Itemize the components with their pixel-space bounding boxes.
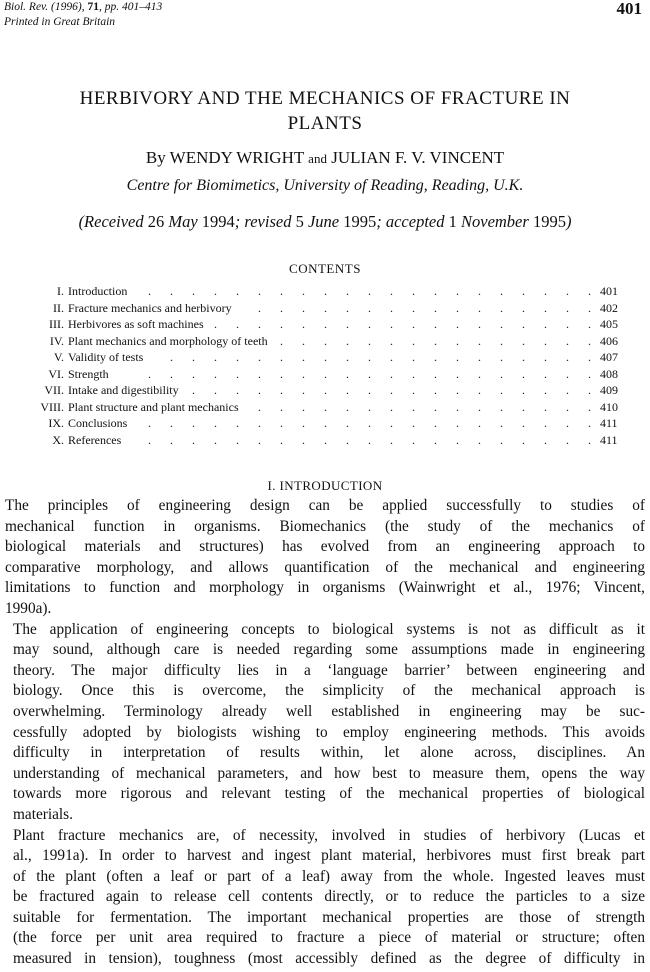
toc-item <box>0 366 650 383</box>
leader-dot: . <box>412 399 415 414</box>
leader-dot: . <box>456 284 459 298</box>
leader-dot: . <box>522 383 525 397</box>
leader-dot: . <box>456 317 459 331</box>
leader-dot: . <box>566 333 569 348</box>
leader-dot: . <box>346 399 349 414</box>
leader-dot: . <box>346 317 349 331</box>
toc-item-number: III. <box>49 317 64 331</box>
accepted-day: 1 <box>448 212 457 231</box>
leader-dot: . <box>588 366 591 381</box>
leader-dot: . <box>368 333 371 348</box>
toc-item-page: 409 <box>600 383 618 397</box>
leader-dot: . <box>522 317 525 331</box>
leader-dot: . <box>522 432 525 447</box>
leader-dot: . <box>236 383 239 397</box>
leader-dot: . <box>434 300 437 315</box>
printed-note: Printed in Great Britain <box>4 16 116 28</box>
leader-dot: . <box>456 366 459 381</box>
leader-dot: . <box>214 432 217 447</box>
leader-dot: . <box>324 284 327 298</box>
leader-dot: . <box>214 317 217 331</box>
leader-dot: . <box>544 300 547 315</box>
leader-dot: . <box>566 416 569 430</box>
leader-dot: . <box>324 383 327 397</box>
leader-dot: . <box>544 366 547 381</box>
text-line: comparative morphology, and allows quantification of the mechanical and engineering <box>5 558 645 576</box>
leader-dot: . <box>302 284 305 298</box>
text-line: 1990a). <box>5 599 52 617</box>
leader-dot: . <box>478 300 481 315</box>
leader-dot: . <box>258 350 261 364</box>
leader-dot: . <box>522 366 525 381</box>
leader-dot: . <box>346 432 349 447</box>
leader-dot: . <box>302 317 305 331</box>
leader-dot: . <box>236 317 239 331</box>
title-line-2: PLANTS <box>287 113 363 134</box>
leader-dot: . <box>456 383 459 397</box>
leader-dot: . <box>192 350 195 364</box>
toc-item-number: IX. <box>48 416 64 430</box>
leader-dot: . <box>324 333 327 348</box>
leader-dot: . <box>192 383 195 397</box>
leader-dot: . <box>544 383 547 397</box>
leader-dot: . <box>192 284 195 298</box>
toc-item <box>0 300 650 317</box>
leader-dot: . <box>544 333 547 348</box>
paragraph-3 <box>5 826 645 970</box>
toc-item-label: Herbivores as soft machines <box>68 317 204 331</box>
text-line: limitations to function and morphology in organisms (Wainwright et al., 1976; Vincent, <box>5 579 645 597</box>
text-line: Plant fracture mechanics are, of necessity, involved in studies of herbivory (Lucas et <box>13 826 645 844</box>
leader-dot: . <box>170 432 173 447</box>
toc-item <box>0 399 650 416</box>
toc-item-label: Intake and digestibility <box>68 383 179 397</box>
text-line: al., 1991a). In order to harvest and ingest plant material, herbivores must first break part <box>13 847 645 865</box>
leader-dot: . <box>390 383 393 397</box>
received-open: (Received <box>78 212 148 231</box>
leader-dot: . <box>522 284 525 298</box>
leader-dot: . <box>412 416 415 430</box>
toc-item <box>0 415 650 432</box>
leader-dot: . <box>280 317 283 331</box>
leader-dot: . <box>412 333 415 348</box>
leader-dot: . <box>588 416 591 430</box>
leader-dot: . <box>302 432 305 447</box>
leader-dot: . <box>566 366 569 381</box>
leader-dot: . <box>302 300 305 315</box>
leader-dot: . <box>478 350 481 364</box>
leader-dot: . <box>170 350 173 364</box>
journal-name: Biol. Rev. <box>4 1 49 13</box>
paragraph-1 <box>5 496 645 620</box>
received-year: 1994 <box>201 212 235 231</box>
text-line: mechanical function in organisms. Biomechanics (the study of the mechanics of <box>5 517 645 535</box>
leader-dot: . <box>148 432 151 447</box>
toc-item-page: 402 <box>600 300 618 315</box>
article-title <box>0 86 650 136</box>
leader-dot: . <box>522 350 525 364</box>
leader-dot: . <box>566 350 569 364</box>
leader-dot: . <box>390 399 393 414</box>
leader-dot: . <box>192 366 195 381</box>
leader-dot: . <box>434 383 437 397</box>
leader-dot: . <box>236 432 239 447</box>
leader-dot: . <box>280 333 283 348</box>
leader-dot: . <box>434 432 437 447</box>
leader-dot: . <box>368 317 371 331</box>
leader-dot: . <box>148 284 151 298</box>
leader-dot: . <box>324 350 327 364</box>
author-2: JULIAN F. V. VINCENT <box>331 148 505 167</box>
leader-dot: . <box>500 333 503 348</box>
leader-dot: . <box>302 366 305 381</box>
leader-dot: . <box>214 416 217 430</box>
leader-dot: . <box>544 284 547 298</box>
leader-dot: . <box>148 366 151 381</box>
leader-dot: . <box>412 317 415 331</box>
leader-dot: . <box>368 416 371 430</box>
leader-dot: . <box>390 300 393 315</box>
leader-dot: . <box>522 333 525 348</box>
leader-dot: . <box>522 416 525 430</box>
leader-dot: . <box>236 284 239 298</box>
leader-dot: . <box>280 416 283 430</box>
leader-dot: . <box>280 432 283 447</box>
text-line: be fractured again to release cell contents directly, or to reduce the particles to a size <box>13 888 645 906</box>
toc-item-label: Validity of tests <box>68 350 144 364</box>
leader-dot: . <box>588 300 591 315</box>
toc-item <box>0 382 650 399</box>
revised-month: June <box>303 212 344 231</box>
leader-dot: . <box>522 300 525 315</box>
leader-dot: . <box>412 366 415 381</box>
leader-dot: . <box>588 350 591 364</box>
toc-item-number: V. <box>53 350 64 364</box>
leader-dot: . <box>412 300 415 315</box>
leader-dot: . <box>500 383 503 397</box>
leader-dot: . <box>588 399 591 414</box>
leader-dot: . <box>478 317 481 331</box>
toc-item-number: II. <box>53 300 64 315</box>
affiliation: Centre for Biomimetics, University of Reading, Reading, U.K. <box>126 177 524 194</box>
toc-item-label: Fracture mechanics and herbivory <box>68 300 232 315</box>
leader-dot: . <box>390 432 393 447</box>
leader-dot: . <box>302 350 305 364</box>
leader-dot: . <box>566 317 569 331</box>
toc-item-number: VIII. <box>40 399 64 414</box>
leader-dot: . <box>346 284 349 298</box>
leader-dot: . <box>566 399 569 414</box>
text-line: (the force per unit area required to fracture a piece of material or structure; often <box>13 929 645 947</box>
leader-dot: . <box>500 284 503 298</box>
author-line <box>0 148 650 168</box>
text-line: may sound, although care is needed regarding some assumptions made in engineering <box>13 641 645 659</box>
leader-dot: . <box>478 432 481 447</box>
leader-dot: . <box>368 284 371 298</box>
leader-dot: . <box>500 399 503 414</box>
text-line: theory. The major difficulty lies in a ‘language barrier’ between engineering and <box>13 661 645 679</box>
leader-dot: . <box>214 366 217 381</box>
leader-dot: . <box>214 383 217 397</box>
toc-item-number: VII. <box>44 383 64 397</box>
leader-dot: . <box>346 366 349 381</box>
accepted-label: ; accepted <box>376 212 449 231</box>
toc-item-number: I. <box>57 284 64 298</box>
leader-dot: . <box>390 317 393 331</box>
text-line: biology. Once this is overcome, the simplicity of the mechanical approach is <box>13 682 645 700</box>
toc-item <box>0 316 650 333</box>
text-line: The application of engineering concepts to biological systems is not as difficult as it <box>13 620 645 638</box>
leader-dot: . <box>588 317 591 331</box>
leader-dot: . <box>500 300 503 315</box>
leader-dot: . <box>346 350 349 364</box>
leader-dot: . <box>346 383 349 397</box>
leader-dot: . <box>500 366 503 381</box>
received-close: ) <box>565 212 572 231</box>
leader-dot: . <box>258 416 261 430</box>
leader-dot: . <box>566 284 569 298</box>
leader-dot: . <box>368 399 371 414</box>
text-line: cessfully adopted by biologists wishing to employ engineering methods. This avoids <box>13 723 645 741</box>
leader-dot: . <box>192 416 195 430</box>
leader-dot: . <box>280 383 283 397</box>
leader-dot: . <box>434 333 437 348</box>
leader-dot: . <box>324 416 327 430</box>
leader-dot: . <box>258 284 261 298</box>
toc-item-label: Introduction <box>68 284 128 298</box>
toc-item-number: X. <box>52 432 64 447</box>
revised-label: ; revised <box>234 212 296 231</box>
toc-item <box>0 349 650 366</box>
leader-dot: . <box>500 416 503 430</box>
leader-dot: . <box>368 383 371 397</box>
journal-year: (1996), <box>51 1 85 13</box>
leader-dot: . <box>588 333 591 348</box>
leader-dot: . <box>500 432 503 447</box>
leader-dot: . <box>588 284 591 298</box>
leader-dot: . <box>478 416 481 430</box>
leader-dot: . <box>258 432 261 447</box>
leader-dot: . <box>148 416 151 430</box>
leader-dot: . <box>412 432 415 447</box>
leader-dot: . <box>324 399 327 414</box>
text-line: suitable for fermentation. The important mechanical properties are those of strength <box>13 908 645 926</box>
leader-dot: . <box>500 317 503 331</box>
contents-heading: CONTENTS <box>289 261 361 276</box>
leader-dot: . <box>324 432 327 447</box>
leader-dot: . <box>302 333 305 348</box>
leader-dot: . <box>456 333 459 348</box>
toc-item-page: 406 <box>600 333 618 348</box>
leader-dot: . <box>302 383 305 397</box>
leader-dot: . <box>390 366 393 381</box>
toc-item-page: 410 <box>600 399 618 414</box>
leader-dot: . <box>324 300 327 315</box>
leader-dot: . <box>456 432 459 447</box>
leader-dot: . <box>544 350 547 364</box>
leader-dot: . <box>456 416 459 430</box>
citation-line <box>4 0 162 15</box>
toc-item-label: Conclusions <box>68 416 128 430</box>
leader-dot: . <box>434 284 437 298</box>
leader-dot: . <box>170 416 173 430</box>
leader-dot: . <box>302 416 305 430</box>
toc-item-page: 411 <box>600 416 618 430</box>
paragraph-2 <box>5 620 645 826</box>
leader-dot: . <box>390 284 393 298</box>
leader-dot: . <box>258 366 261 381</box>
leader-dot: . <box>280 350 283 364</box>
leader-dot: . <box>280 300 283 315</box>
leader-dot: . <box>324 317 327 331</box>
toc-item-page: 407 <box>600 350 618 364</box>
leader-dot: . <box>390 416 393 430</box>
text-line: biological materials and structures) has evolved from an engineering approach to <box>5 538 645 556</box>
leader-dot: . <box>478 399 481 414</box>
leader-dot: . <box>478 366 481 381</box>
author-and: and <box>308 151 327 166</box>
journal-volume: 71 <box>87 1 99 13</box>
leader-dot: . <box>214 350 217 364</box>
leader-dot: . <box>456 399 459 414</box>
leader-dot: . <box>214 284 217 298</box>
leader-dot: . <box>324 366 327 381</box>
toc-item-page: 405 <box>600 317 618 331</box>
text-line: towards more rigorous and relevant testing of the mechanical properties of biological <box>13 785 645 803</box>
received-month: May <box>164 212 202 231</box>
leader-dot: . <box>544 432 547 447</box>
text-line: difficulty in interpretation of results within, let alone across, disciplines. An <box>13 744 645 762</box>
running-header <box>4 0 162 30</box>
leader-dot: . <box>236 350 239 364</box>
body-text <box>5 496 645 970</box>
accepted-month: November <box>456 212 533 231</box>
leader-dot: . <box>478 333 481 348</box>
author-by: By <box>145 148 166 167</box>
leader-dot: . <box>346 416 349 430</box>
leader-dot: . <box>258 317 261 331</box>
received-day: 26 <box>147 212 165 231</box>
leader-dot: . <box>588 432 591 447</box>
leader-dot: . <box>390 350 393 364</box>
leader-dot: . <box>390 333 393 348</box>
leader-dot: . <box>192 432 195 447</box>
leader-dot: . <box>456 350 459 364</box>
section-heading: I. INTRODUCTION <box>267 478 383 493</box>
leader-dot: . <box>258 300 261 315</box>
revised-year: 1995 <box>343 212 377 231</box>
leader-dot: . <box>236 416 239 430</box>
leader-dot: . <box>566 383 569 397</box>
toc-item-label: References <box>68 432 122 447</box>
leader-dot: . <box>478 383 481 397</box>
leader-dot: . <box>588 383 591 397</box>
leader-dot: . <box>566 300 569 315</box>
leader-dot: . <box>478 284 481 298</box>
leader-dot: . <box>258 399 261 414</box>
leader-dot: . <box>346 333 349 348</box>
leader-dot: . <box>368 366 371 381</box>
text-line: overwhelming. Terminology already well established in engineering may be suc- <box>13 702 645 720</box>
author-1: WENDY WRIGHT <box>169 148 304 167</box>
text-line: materials. <box>13 805 73 823</box>
toc-item <box>0 432 650 449</box>
leader-dot: . <box>280 284 283 298</box>
leader-dot: . <box>522 399 525 414</box>
leader-dot: . <box>368 432 371 447</box>
leader-dot: . <box>434 350 437 364</box>
text-line: of the plant (often a leaf or part of a leaf) away from the whole. Ingested leaves must <box>13 867 645 885</box>
leader-dot: . <box>434 317 437 331</box>
toc-item-number: IV. <box>49 333 64 348</box>
title-line-1: HERBIVORY AND THE MECHANICS OF FRACTURE IN <box>79 88 571 109</box>
leader-dot: . <box>412 284 415 298</box>
toc-item-page: 408 <box>600 366 618 381</box>
leader-dot: . <box>412 383 415 397</box>
leader-dot: . <box>368 350 371 364</box>
toc-item-page: 401 <box>600 284 618 298</box>
leader-dot: . <box>434 416 437 430</box>
toc-item-label: Plant mechanics and morphology of teeth <box>68 333 268 348</box>
leader-dot: . <box>544 317 547 331</box>
toc-item <box>0 283 650 300</box>
leader-dot: . <box>500 350 503 364</box>
leader-dot: . <box>280 366 283 381</box>
leader-dot: . <box>544 416 547 430</box>
leader-dot: . <box>236 366 239 381</box>
journal-pages: , pp. 401–413 <box>98 1 163 13</box>
received-dates <box>0 212 650 232</box>
toc-item-page: 411 <box>600 432 618 447</box>
toc-item-number: VI. <box>48 366 64 381</box>
text-line: The principles of engineering design can be applied successfully to studies of <box>5 497 645 514</box>
leader-dot: . <box>170 284 173 298</box>
text-line: measured in tension), toughness (most accessibly defined as the degree of difficulty in <box>13 950 645 968</box>
leader-dot: . <box>280 399 283 414</box>
text-line: understanding of mechanical parameters, and how best to measure them, opens the way <box>13 764 645 782</box>
leader-dot: . <box>544 399 547 414</box>
leader-dot: . <box>434 366 437 381</box>
accepted-year: 1995 <box>532 212 566 231</box>
leader-dot: . <box>258 383 261 397</box>
revised-day: 5 <box>295 212 304 231</box>
leader-dot: . <box>170 366 173 381</box>
leader-dot: . <box>302 399 305 414</box>
leader-dot: . <box>346 300 349 315</box>
leader-dot: . <box>412 350 415 364</box>
leader-dot: . <box>456 300 459 315</box>
toc-item <box>0 333 650 350</box>
leader-dot: . <box>434 399 437 414</box>
leader-dot: . <box>368 300 371 315</box>
page-number: 401 <box>616 0 642 18</box>
leader-dot: . <box>566 432 569 447</box>
toc-item-label: Plant structure and plant mechanics <box>68 399 239 414</box>
toc-item-label: Strength <box>68 366 109 381</box>
